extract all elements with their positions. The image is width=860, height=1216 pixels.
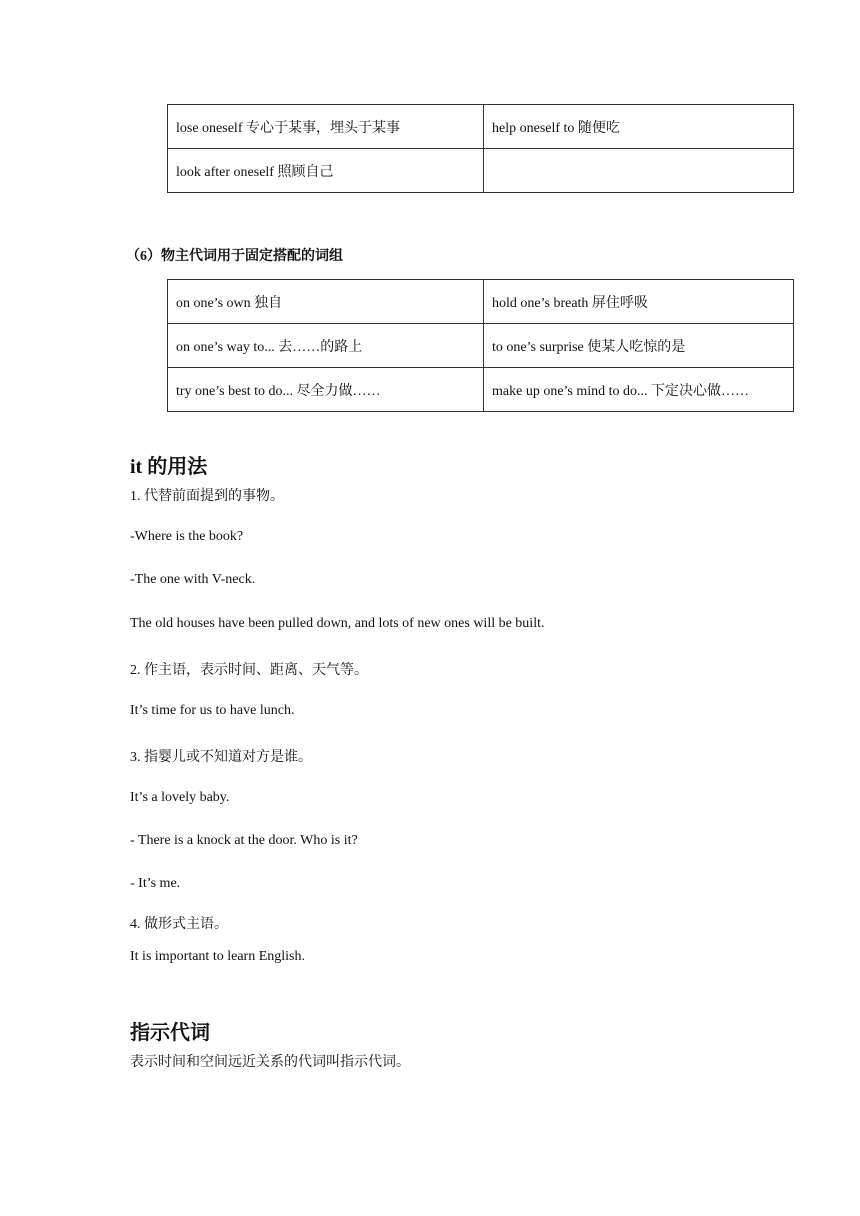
rule-text: 3. 指婴儿或不知道对方是谁。	[130, 750, 312, 765]
demonstrative-definition: 表示时间和空间远近关系的代词叫指示代词。	[130, 1055, 410, 1070]
table-cell: to one’s surprise 使某人吃惊的是	[484, 324, 794, 368]
example-sentence: It’s time for us to have lunch.	[130, 703, 295, 718]
rule-text: 2. 作主语，表示时间、距离、天气等。	[130, 663, 368, 678]
table-cell: make up one’s mind to do... 下定决心做……	[484, 368, 794, 412]
table-cell: lose oneself 专心于某事，埋头于某事	[168, 105, 484, 149]
table-cell: on one’s own 独自	[168, 280, 484, 324]
section-6-heading: （6）物主代词用于固定搭配的词组	[126, 249, 343, 264]
table-cell: hold one’s breath 屏住呼吸	[484, 280, 794, 324]
table-cell: on one’s way to... 去……的路上	[168, 324, 484, 368]
table-row	[168, 280, 794, 324]
example-sentence: -Where is the book?	[130, 529, 244, 544]
table-row	[168, 105, 794, 149]
table-cell	[484, 149, 794, 193]
rule-text: 4. 做形式主语。	[130, 917, 228, 932]
table-cell: help oneself to 随便吃	[484, 105, 794, 149]
rule-text: 1. 代替前面提到的事物。	[130, 489, 284, 504]
demonstrative-heading: 指示代词	[130, 1022, 210, 1044]
example-sentence: - It’s me.	[130, 876, 181, 891]
table-row	[168, 149, 794, 193]
reflexive-phrase-table	[167, 104, 794, 193]
possessive-phrase-table	[167, 279, 794, 412]
table-cell: try one’s best to do... 尽全力做……	[168, 368, 484, 412]
it-usage-heading: it 的用法	[130, 456, 208, 478]
example-sentence: It is important to learn English.	[130, 949, 305, 964]
table-row	[168, 368, 794, 412]
table-row	[168, 324, 794, 368]
example-sentence: It’s a lovely baby.	[130, 790, 230, 805]
example-sentence: The old houses have been pulled down, and lots of new ones will be built.	[130, 616, 545, 631]
example-sentence: -The one with V-neck.	[130, 572, 256, 587]
example-sentence: - There is a knock at the door. Who is it?	[130, 833, 358, 848]
table-cell: look after oneself 照顾自己	[168, 149, 484, 193]
